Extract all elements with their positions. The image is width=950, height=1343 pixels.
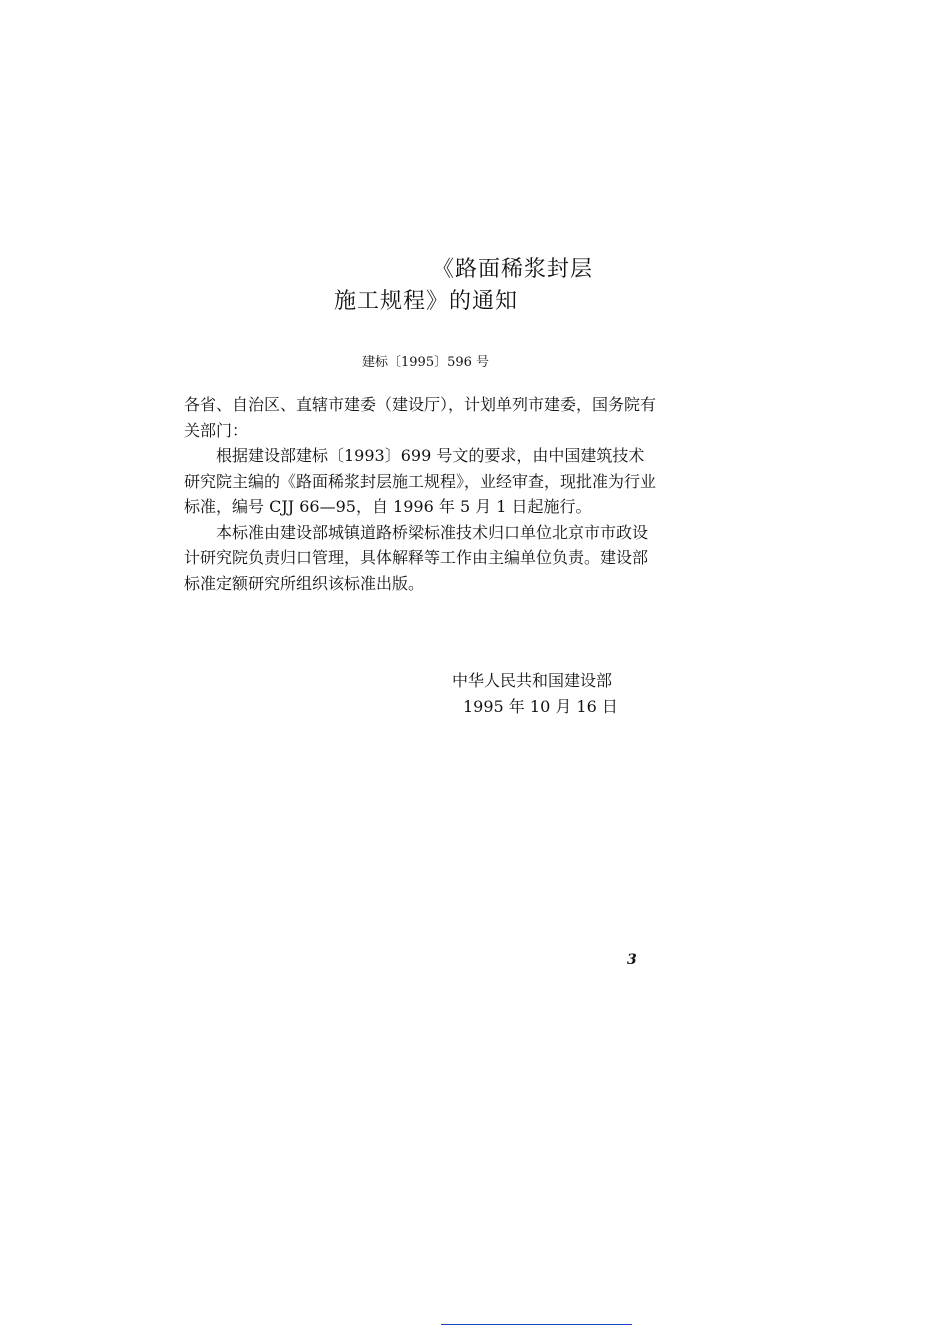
notice-title-line-2: 施工规程》的通知 [334,289,519,314]
notice-title-line-1: 《路面稀浆封层 [432,257,594,282]
addressee: 各省、自治区、直辖市建委（建设厅），计划单列市建委，国务院有关部门： [184,395,657,440]
page-number: 3 [627,952,637,968]
body-paragraph-2: 本标准由建设部城镇道路桥梁标准技术归口单位北京市市政设计研究院负责归口管理，具体解释等工作由主编单位负责。建设部标准定额研究所组织该标准出版。 [184,522,649,593]
notice-body [184,392,656,596]
issuer-signature: 中华人民共和国建设部 [452,671,613,690]
issue-date: 1995 年 10 月 16 日 [463,697,618,716]
document-number: 建标〔1995〕596 号 [362,355,490,370]
footer-link-underline[interactable] [441,1324,632,1325]
body-paragraph-1: 根据建设部建标〔1993〕699 号文的要求，由中国建筑技术研究院主编的《路面稀浆封层施工规程》，业经审查，现批准为行业标准，编号 CJJ 66—95，自 1996 年 5 月 1 日起施行。 [184,446,657,516]
